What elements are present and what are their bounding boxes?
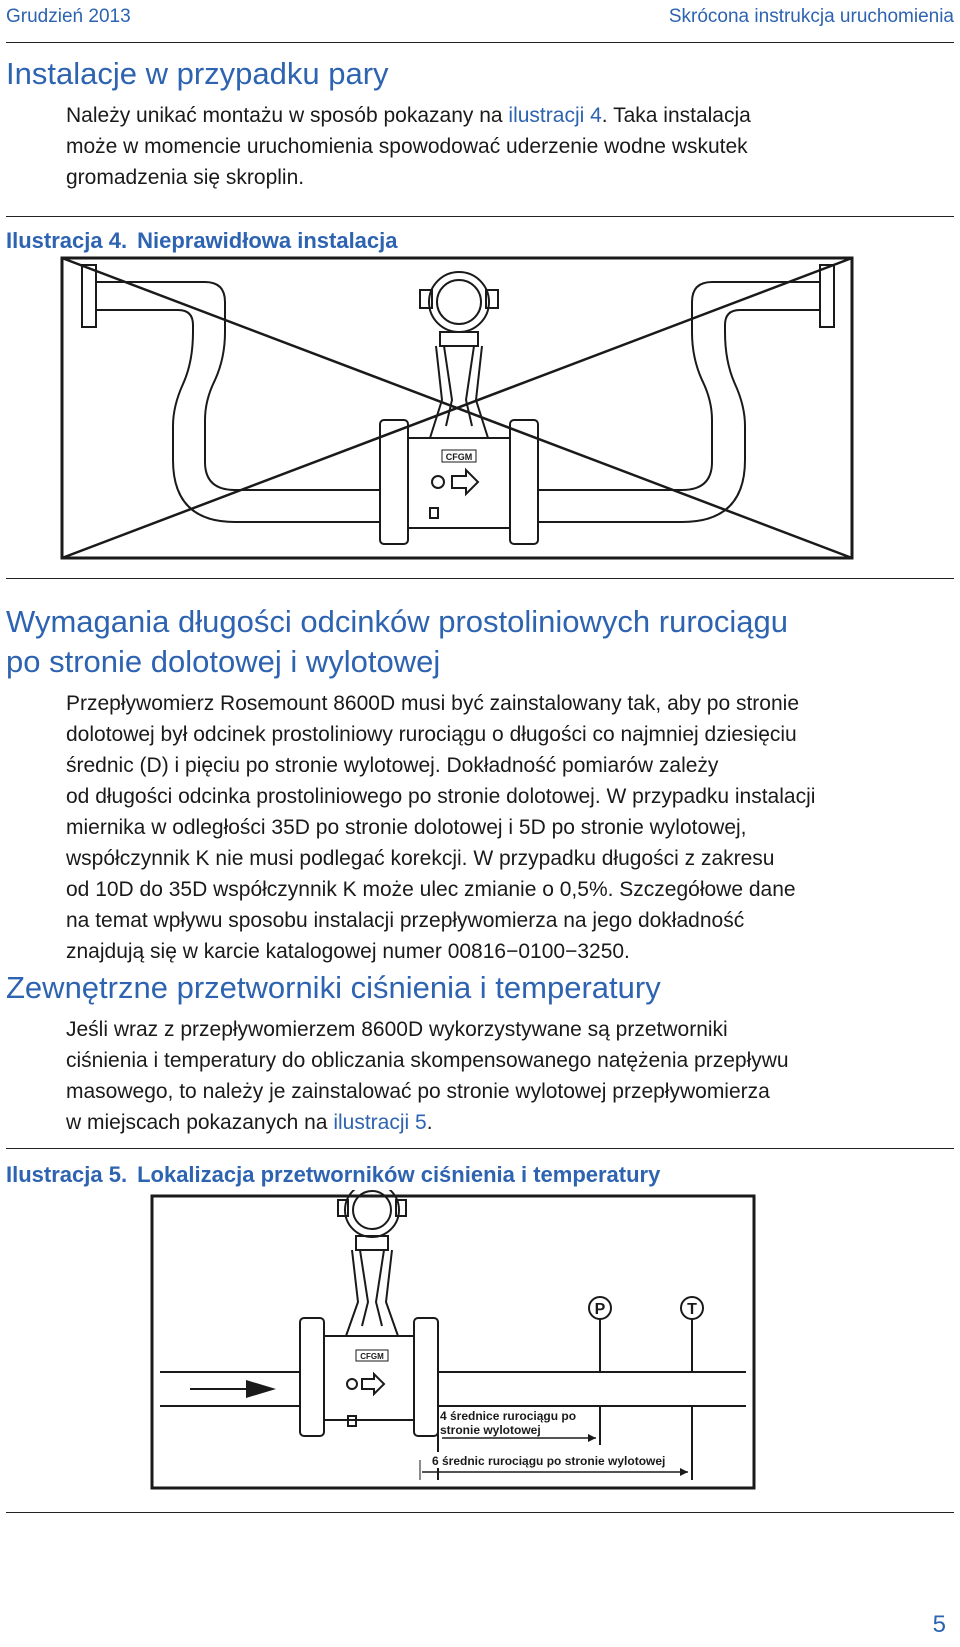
text-line: miernika w odległości 35D po stronie dolotowej i 5D po stronie wylotowej, bbox=[66, 816, 747, 839]
text-line: dolotowej był odcinek prostoliniowy rurociągu o długości co najmniej dziesięciu bbox=[66, 723, 797, 746]
dimension-6d-label: 6 średnic rurociągu po stronie wylotowej bbox=[432, 1454, 666, 1468]
figure5-caption bbox=[6, 1162, 660, 1188]
text-line: masowego, to należy je zainstalować po stronie wylotowej przepływomierza bbox=[66, 1080, 770, 1103]
section-title-steam: Instalacje w przypadku pary bbox=[6, 56, 389, 91]
title-line: po stronie dolotowej i wylotowej bbox=[6, 644, 441, 679]
text-line: współczynnik K nie musi podlegać korekcji. W przypadku długości z zakresu bbox=[66, 847, 775, 870]
figure4-meter-mark: CFGM bbox=[445, 452, 473, 462]
figure4-cross-mark bbox=[62, 258, 852, 558]
text-line: od 10D do 35D współczynnik K może ulec zmianie o 0,5%. Szczegółowe dane bbox=[66, 878, 796, 901]
dimension-4d-label-line2: stronie wylotowej bbox=[440, 1423, 541, 1437]
figure4-title: Nieprawidłowa instalacja bbox=[137, 228, 398, 253]
figure5-frame bbox=[152, 1196, 754, 1488]
text-line: może w momencie uruchomienia spowodować uderzenie wodne wskutek bbox=[66, 135, 748, 158]
text-line: ciśnienia i temperatury do obliczania skompensowanego natężenia przepływu bbox=[66, 1049, 789, 1072]
section-title-straight-run bbox=[6, 602, 788, 682]
page-number: 5 bbox=[932, 1611, 946, 1638]
section-steam-paragraph bbox=[66, 100, 946, 193]
figure5-meter-mark: CFGM bbox=[360, 1352, 384, 1361]
pressure-transmitter-symbol: P bbox=[594, 1301, 606, 1318]
text-line: średnic (D) i pięciu po stronie wylotowej. Dokładność pomiarów zależy bbox=[66, 754, 719, 777]
header-doc-title: Skrócona instrukcja uruchomienia bbox=[668, 6, 954, 27]
text-fragment: . bbox=[426, 1111, 433, 1134]
temperature-transmitter-symbol: T bbox=[687, 1301, 697, 1318]
text-line: gromadzenia się skroplin. bbox=[66, 166, 305, 189]
text-fragment: w miejscach pokazanych na bbox=[66, 1111, 334, 1134]
figure5-drawing bbox=[0, 1190, 960, 1500]
header-date: Grudzień 2013 bbox=[6, 6, 131, 27]
figure4-top-rule bbox=[6, 216, 954, 217]
figure4-label: Ilustracja 4. bbox=[6, 228, 128, 253]
text-line: na temat wpływu sposobu instalacji przepływomierza na jego dokładność bbox=[66, 909, 745, 932]
title-line: Wymagania długości odcinków prostoliniowych rurociągu bbox=[6, 604, 788, 639]
section-straight-run-paragraph bbox=[66, 688, 946, 967]
figure5-label: Ilustracja 5. bbox=[6, 1162, 128, 1187]
text-line: znajdują się w karcie katalogowej numer 00816−0100−3250. bbox=[66, 940, 630, 963]
header-rule bbox=[6, 42, 954, 43]
figure5-title: Lokalizacja przetworników ciśnienia i temperatury bbox=[137, 1162, 661, 1187]
footer-rule bbox=[6, 1512, 954, 1513]
link-figure-5[interactable]: ilustracji 5 bbox=[333, 1111, 427, 1134]
text-line: od długości odcinka prostoliniowego po stronie dolotowej. W przypadku instalacji bbox=[66, 785, 816, 808]
link-figure-4[interactable]: ilustracji 4 bbox=[508, 104, 602, 127]
section-transmitters-paragraph bbox=[66, 1014, 946, 1138]
dimension-4d-label-line1: 4 średnice rurociągu po bbox=[440, 1409, 577, 1423]
section-title-transmitters: Zewnętrzne przetworniki ciśnienia i temperatury bbox=[6, 970, 661, 1005]
text-fragment: Należy unikać montażu w sposób pokazany na bbox=[66, 104, 509, 127]
text-line: Przepływomierz Rosemount 8600D musi być zainstalowany tak, aby po stronie bbox=[66, 692, 800, 715]
figure5-top-rule bbox=[6, 1148, 954, 1149]
text-fragment: . Taka instalacja bbox=[601, 104, 751, 127]
figure4-drawing bbox=[0, 250, 960, 570]
text-line: Jeśli wraz z przepływomierzem 8600D wykorzystywane są przetworniki bbox=[66, 1018, 728, 1041]
section2-top-rule bbox=[6, 578, 954, 579]
